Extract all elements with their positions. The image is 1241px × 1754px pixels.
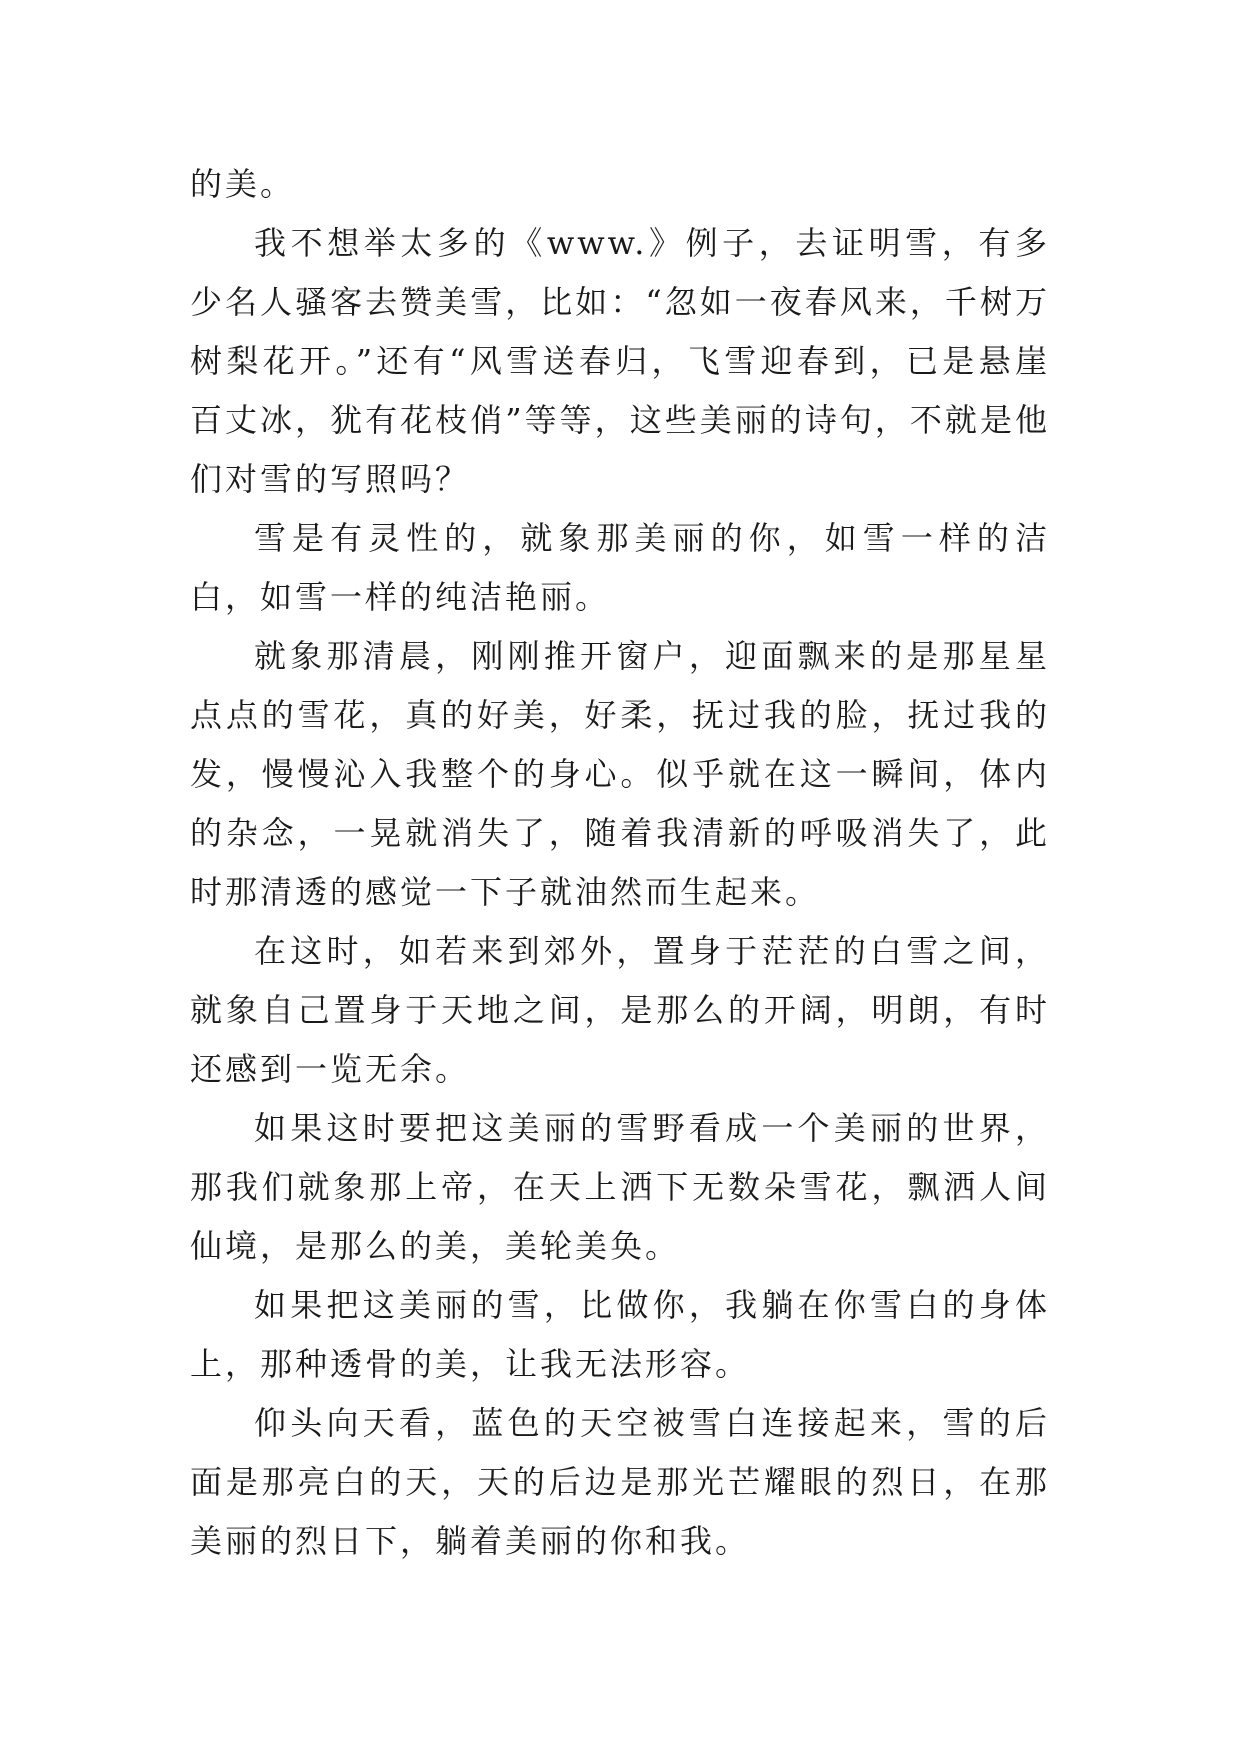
paragraph-poems: 我不想举太多的《www.》例子，去证明雪，有多少名人骚客去赞美雪，比如：“忽如一夜春风来，千树万树梨花开。”还有“风雪送春归，飞雪迎春到，已是悬崖百丈冰，犹有花枝俏”等等，这些美丽的诗句，不就是他们对雪的写照吗？ [190,224,1050,498]
paragraph-morning-window: 就象那清晨，刚刚推开窗户，迎面飘来的是那星星点点的雪花，真的好美，好柔，抚过我的脸，抚过我的发，慢慢沁入我整个的身心。似乎就在这一瞬间，体内的杂念，一晃就消失了，随着我清新的呼吸消失了，此时那清透的感觉一下子就油然而生起来。 [190,637,1050,911]
paragraph-snowfield-world: 如果这时要把这美丽的雪野看成一个美丽的世界，那我们就象那上帝，在天上洒下无数朵雪花，飘洒人间仙境，是那么的美，美轮美奂。 [190,1109,1050,1265]
paragraph-suburbs: 在这时，如若来到郊外，置身于茫茫的白雪之间，就象自己置身于天地之间，是那么的开阔，明朗，有时还感到一览无余。 [190,932,1050,1088]
document-body [190,155,1050,1571]
paragraph-snow-spirit: 雪是有灵性的，就象那美丽的你，如雪一样的洁白，如雪一样的纯洁艳丽。 [190,519,1050,616]
paragraph-sky: 仰头向天看，蓝色的天空被雪白连接起来，雪的后面是那亮白的天，天的后边是那光芒耀眼的烈日，在那美丽的烈日下，躺着美丽的你和我。 [190,1404,1050,1560]
paragraph-compare-you: 如果把这美丽的雪，比做你，我躺在你雪白的身体上，那种透骨的美，让我无法形容。 [190,1286,1050,1383]
paragraph-continuation: 的美。 [190,165,296,203]
